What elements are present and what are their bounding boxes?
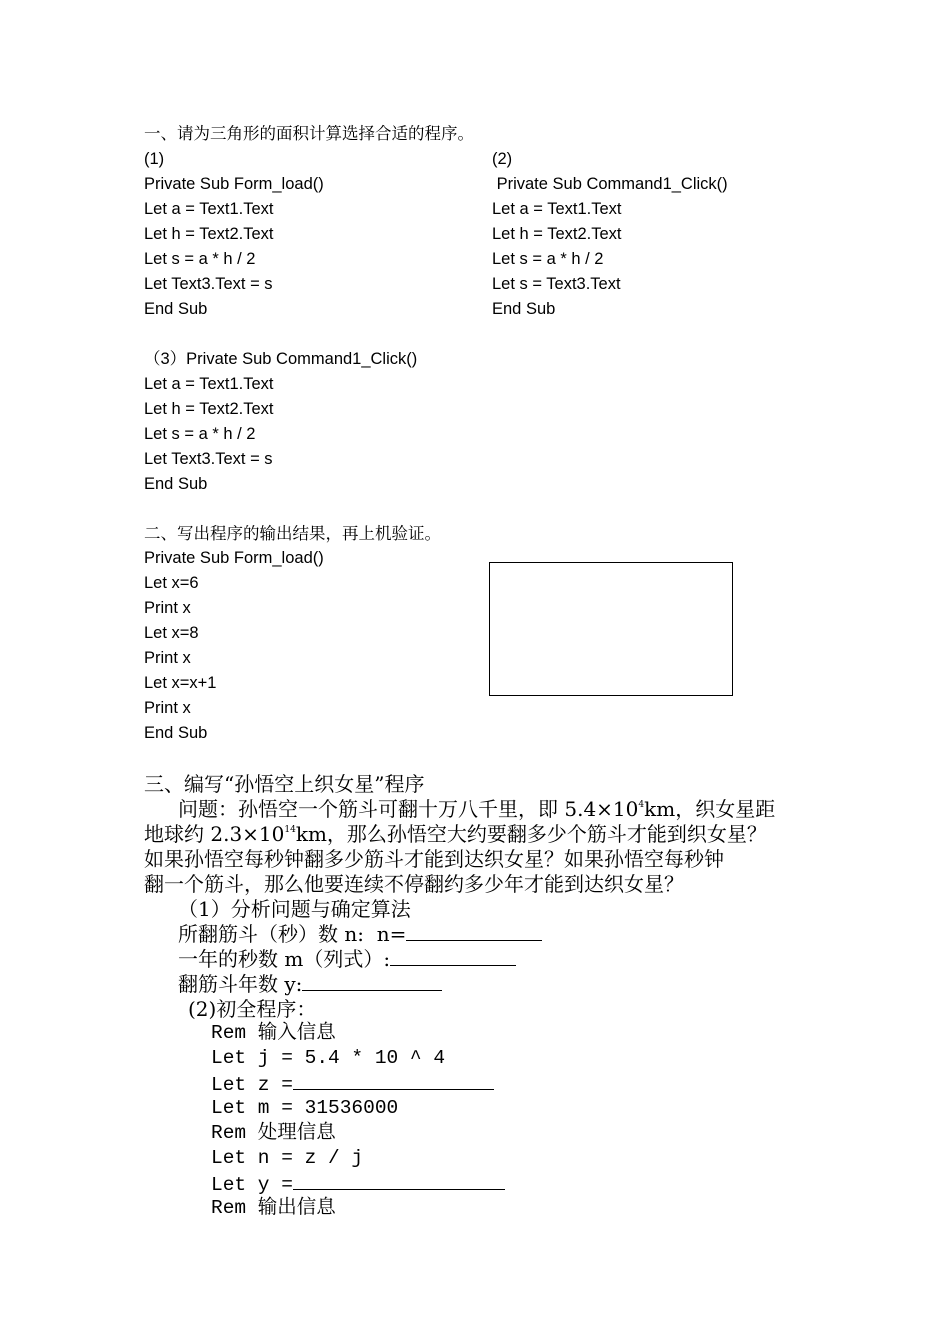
problem-text: km，织女星距 xyxy=(644,797,776,821)
program1-label: (1) xyxy=(144,150,165,168)
code-text: Let z = xyxy=(211,1074,293,1096)
step1-heading: （1）分析问题与确定算法 xyxy=(178,897,411,921)
code-line: Let m = 31536000 xyxy=(211,1097,399,1119)
program3-line: Let s = a * h / 2 xyxy=(144,425,256,443)
section3-title: 三、编写“孙悟空上织女星”程序 xyxy=(144,772,425,796)
step2-heading: (2)初全程序： xyxy=(188,997,317,1021)
answer-blank-n[interactable] xyxy=(406,925,542,941)
output-program-line: Let x=x+1 xyxy=(144,674,217,692)
code-line: Let j = 5.4 * 10 ^ 4 xyxy=(211,1047,446,1069)
program1-line: End Sub xyxy=(144,300,208,318)
question-year-seconds xyxy=(178,949,516,969)
answer-blank-code-y[interactable] xyxy=(293,1174,505,1190)
program2-line: End Sub xyxy=(492,300,556,318)
code-line-z xyxy=(211,1074,494,1096)
problem-text: km，那么孙悟空大约要翻多少个筋斗才能到织女星？ xyxy=(295,822,767,846)
answer-blank-m[interactable] xyxy=(390,950,516,966)
code-line-y xyxy=(211,1174,505,1196)
question-years xyxy=(178,974,442,994)
program2-line: Let s = a * h / 2 xyxy=(492,250,604,268)
program1-line: Let s = a * h / 2 xyxy=(144,250,256,268)
program2-line: Let a = Text1.Text xyxy=(492,200,622,218)
program3-line: End Sub xyxy=(144,475,208,493)
code-line: Rem 输出信息 xyxy=(211,1197,336,1219)
section1-title: 一、请为三角形的面积计算选择合适的程序。 xyxy=(144,124,474,143)
program2-line: Let s = Text3.Text xyxy=(492,275,621,293)
problem-line-1 xyxy=(178,799,775,819)
exponent: 4 xyxy=(638,800,645,810)
program1-line: Private Sub Form_load() xyxy=(144,175,324,193)
answer-box[interactable] xyxy=(489,562,733,696)
code-line: Rem 输入信息 xyxy=(211,1022,336,1044)
section2-title: 二、写出程序的输出结果，再上机验证。 xyxy=(144,524,441,543)
question-label: 一年的秒数 m（列式）: xyxy=(178,947,391,971)
program1-line: Let a = Text1.Text xyxy=(144,200,274,218)
problem-line-2 xyxy=(144,824,767,844)
code-line: Rem 处理信息 xyxy=(211,1122,336,1144)
question-label: 所翻筋斗（秒）数 n: n= xyxy=(178,922,407,946)
answer-blank-y[interactable] xyxy=(302,975,442,991)
output-program-line: Print x xyxy=(144,599,191,617)
program3-line: Let Text3.Text = s xyxy=(144,450,273,468)
question-label: 翻筋斗年数 y: xyxy=(178,972,303,996)
output-program-line: Private Sub Form_load() xyxy=(144,549,324,567)
program2-label: (2) xyxy=(492,150,513,168)
code-text: Let y = xyxy=(211,1174,293,1196)
program1-line: Let Text3.Text = s xyxy=(144,275,273,293)
output-program-line: Let x=6 xyxy=(144,574,199,592)
problem-text: 地球约 2.3×10 xyxy=(144,822,285,846)
program3-line: Let a = Text1.Text xyxy=(144,375,274,393)
answer-blank-z[interactable] xyxy=(293,1074,494,1090)
program3-header: （3）Private Sub Command1_Click() xyxy=(144,350,418,368)
program2-line: Let h = Text2.Text xyxy=(492,225,622,243)
output-program-line: Print x xyxy=(144,649,191,667)
program1-line: Let h = Text2.Text xyxy=(144,225,274,243)
exponent: 14 xyxy=(284,825,296,835)
problem-line-4: 翻一个筋斗，那么他要连续不停翻约多少年才能到达织女星？ xyxy=(144,872,684,896)
output-program-line: End Sub xyxy=(144,724,208,742)
question-seconds xyxy=(178,924,542,944)
problem-text: 问题：孙悟空一个筋斗可翻十万八千里，即 5.4×10 xyxy=(178,797,639,821)
problem-line-3: 如果孙悟空每秒钟翻多少筋斗才能到达织女星？如果孙悟空每秒钟 xyxy=(144,847,724,871)
program2-line: Private Sub Command1_Click() xyxy=(492,175,728,193)
program3-line: Let h = Text2.Text xyxy=(144,400,274,418)
output-program-line: Print x xyxy=(144,699,191,717)
code-line: Let n = z / j xyxy=(211,1147,364,1169)
output-program-line: Let x=8 xyxy=(144,624,199,642)
